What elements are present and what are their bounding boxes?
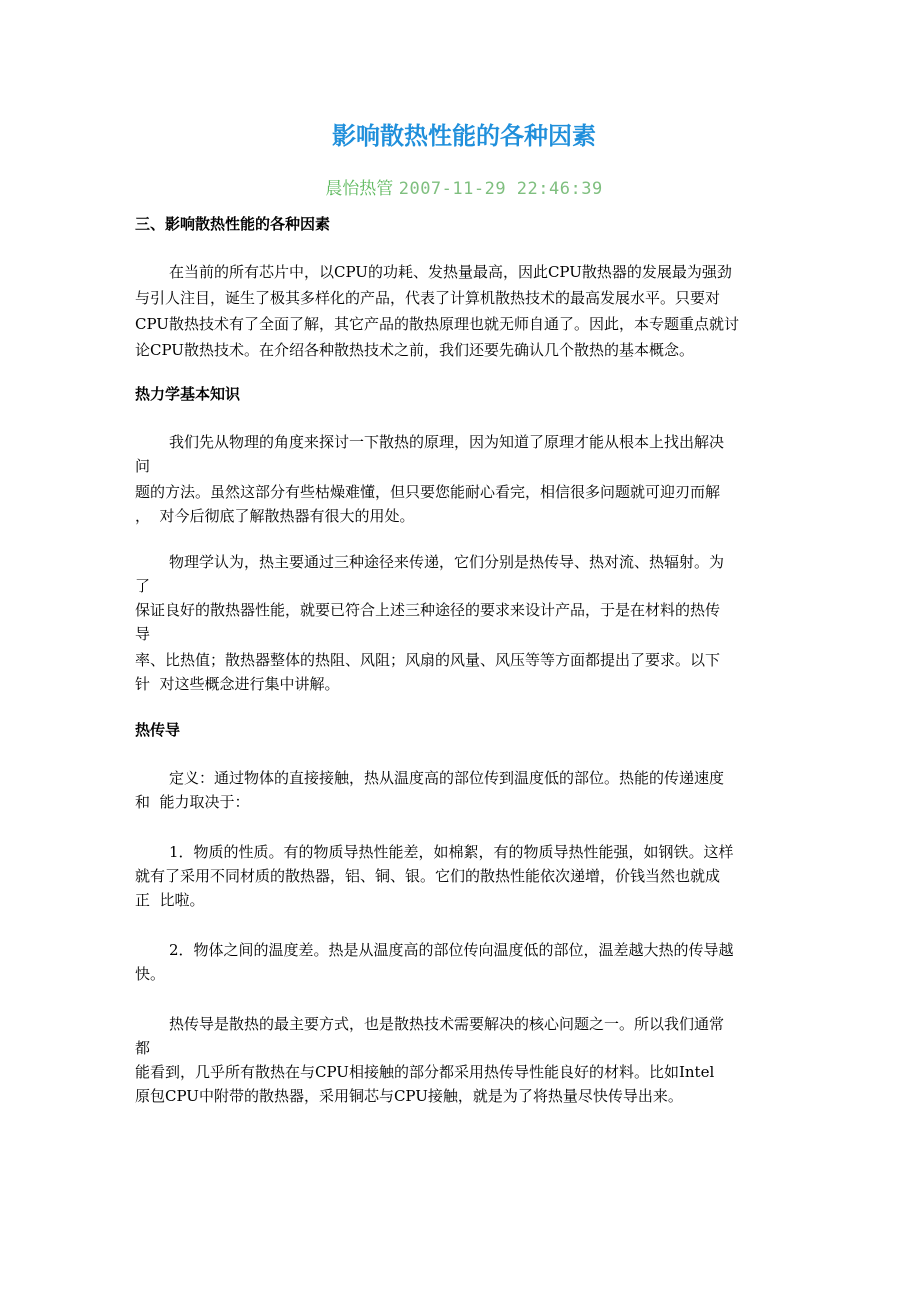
text-line: 都 [135,1039,151,1057]
section-heading: 三、影响散热性能的各种因素 [135,215,331,233]
text-line: 论CPU散热技术。在介绍各种散热技术之前，我们还要先确认几个散热的基本概念。 [135,341,694,359]
text-line: 正 比啦。 [135,891,205,909]
text-line: 热传导是散热的最主要方式，也是散热技术需要解决的核心问题之一。所以我们通常 [169,1015,725,1033]
text-line: 在当前的所有芯片中，以CPU的功耗、发热量最高，因此CPU散热器的发展最为强劲 [169,263,732,281]
text-line: 能看到，几乎所有散热在与CPU相接触的部分都采用热传导性能良好的材料。比如Intel [135,1063,715,1081]
text-line: 题的方法。虽然这部分有些枯燥难懂，但只要您能耐心看完，相信很多问题就可迎刃而解 [135,483,721,501]
text-line: 原包CPU中附带的散热器，采用铜芯与CPU接触，就是为了将热量尽快传导出来。 [135,1087,683,1105]
text-line: 就有了采用不同材质的散热器，铝、铜、银。它们的散热性能依次递增，价钱当然也就成 [135,867,721,885]
text-line: ， 对今后彻底了解散热器有很大的用处。 [135,507,415,525]
text-line: 2．物体之间的温度差。热是从温度高的部位传向温度低的部位，温差越大热的传导越 [169,941,734,959]
text-line: 快。 [135,965,166,983]
text-line: 率、比热值；散热器整体的热阻、风阻；风扇的风量、风压等等方面都提出了要求。以下 [135,651,721,669]
text-line: 针 对这些概念进行集中讲解。 [135,675,340,693]
page-title: 影响散热性能的各种因素 [332,122,596,150]
text-line: 保证良好的散热器性能，就要已符合上述三种途径的要求来设计产品，于是在材料的热传 [135,601,721,619]
heat-conduction-heading: 热传导 [135,721,181,739]
text-line: 和 能力取决于： [135,793,250,811]
text-line: 定义：通过物体的直接接触，热从温度高的部位传到温度低的部位。热能的传递速度 [169,769,725,787]
text-line: CPU散热技术有了全面了解，其它产品的散热原理也就无师自通了。因此，本专题重点就讨 [135,315,739,333]
byline-author: 晨怡热管 [325,179,394,199]
text-line: 问 [135,457,151,475]
text-line: 导 [135,625,151,643]
text-line: 与引人注目，诞生了极其多样化的产品，代表了计算机散热技术的最高发展水平。只要对 [135,289,721,307]
byline-date: 2007-11-29 22:46:39 [398,179,603,199]
text-line: 我们先从物理的角度来探讨一下散热的原理，因为知道了原理才能从根本上找出解决 [169,433,725,451]
thermodynamics-heading: 热力学基本知识 [135,385,241,403]
text-line: 了 [135,577,151,595]
text-line: 1．物质的性质。有的物质导热性能差，如棉絮，有的物质导热性能强，如钢铁。这样 [169,843,734,861]
byline [0,177,920,201]
text-line: 物理学认为，热主要通过三种途径来传递，它们分别是热传导、热对流、热辐射。为 [169,553,725,571]
